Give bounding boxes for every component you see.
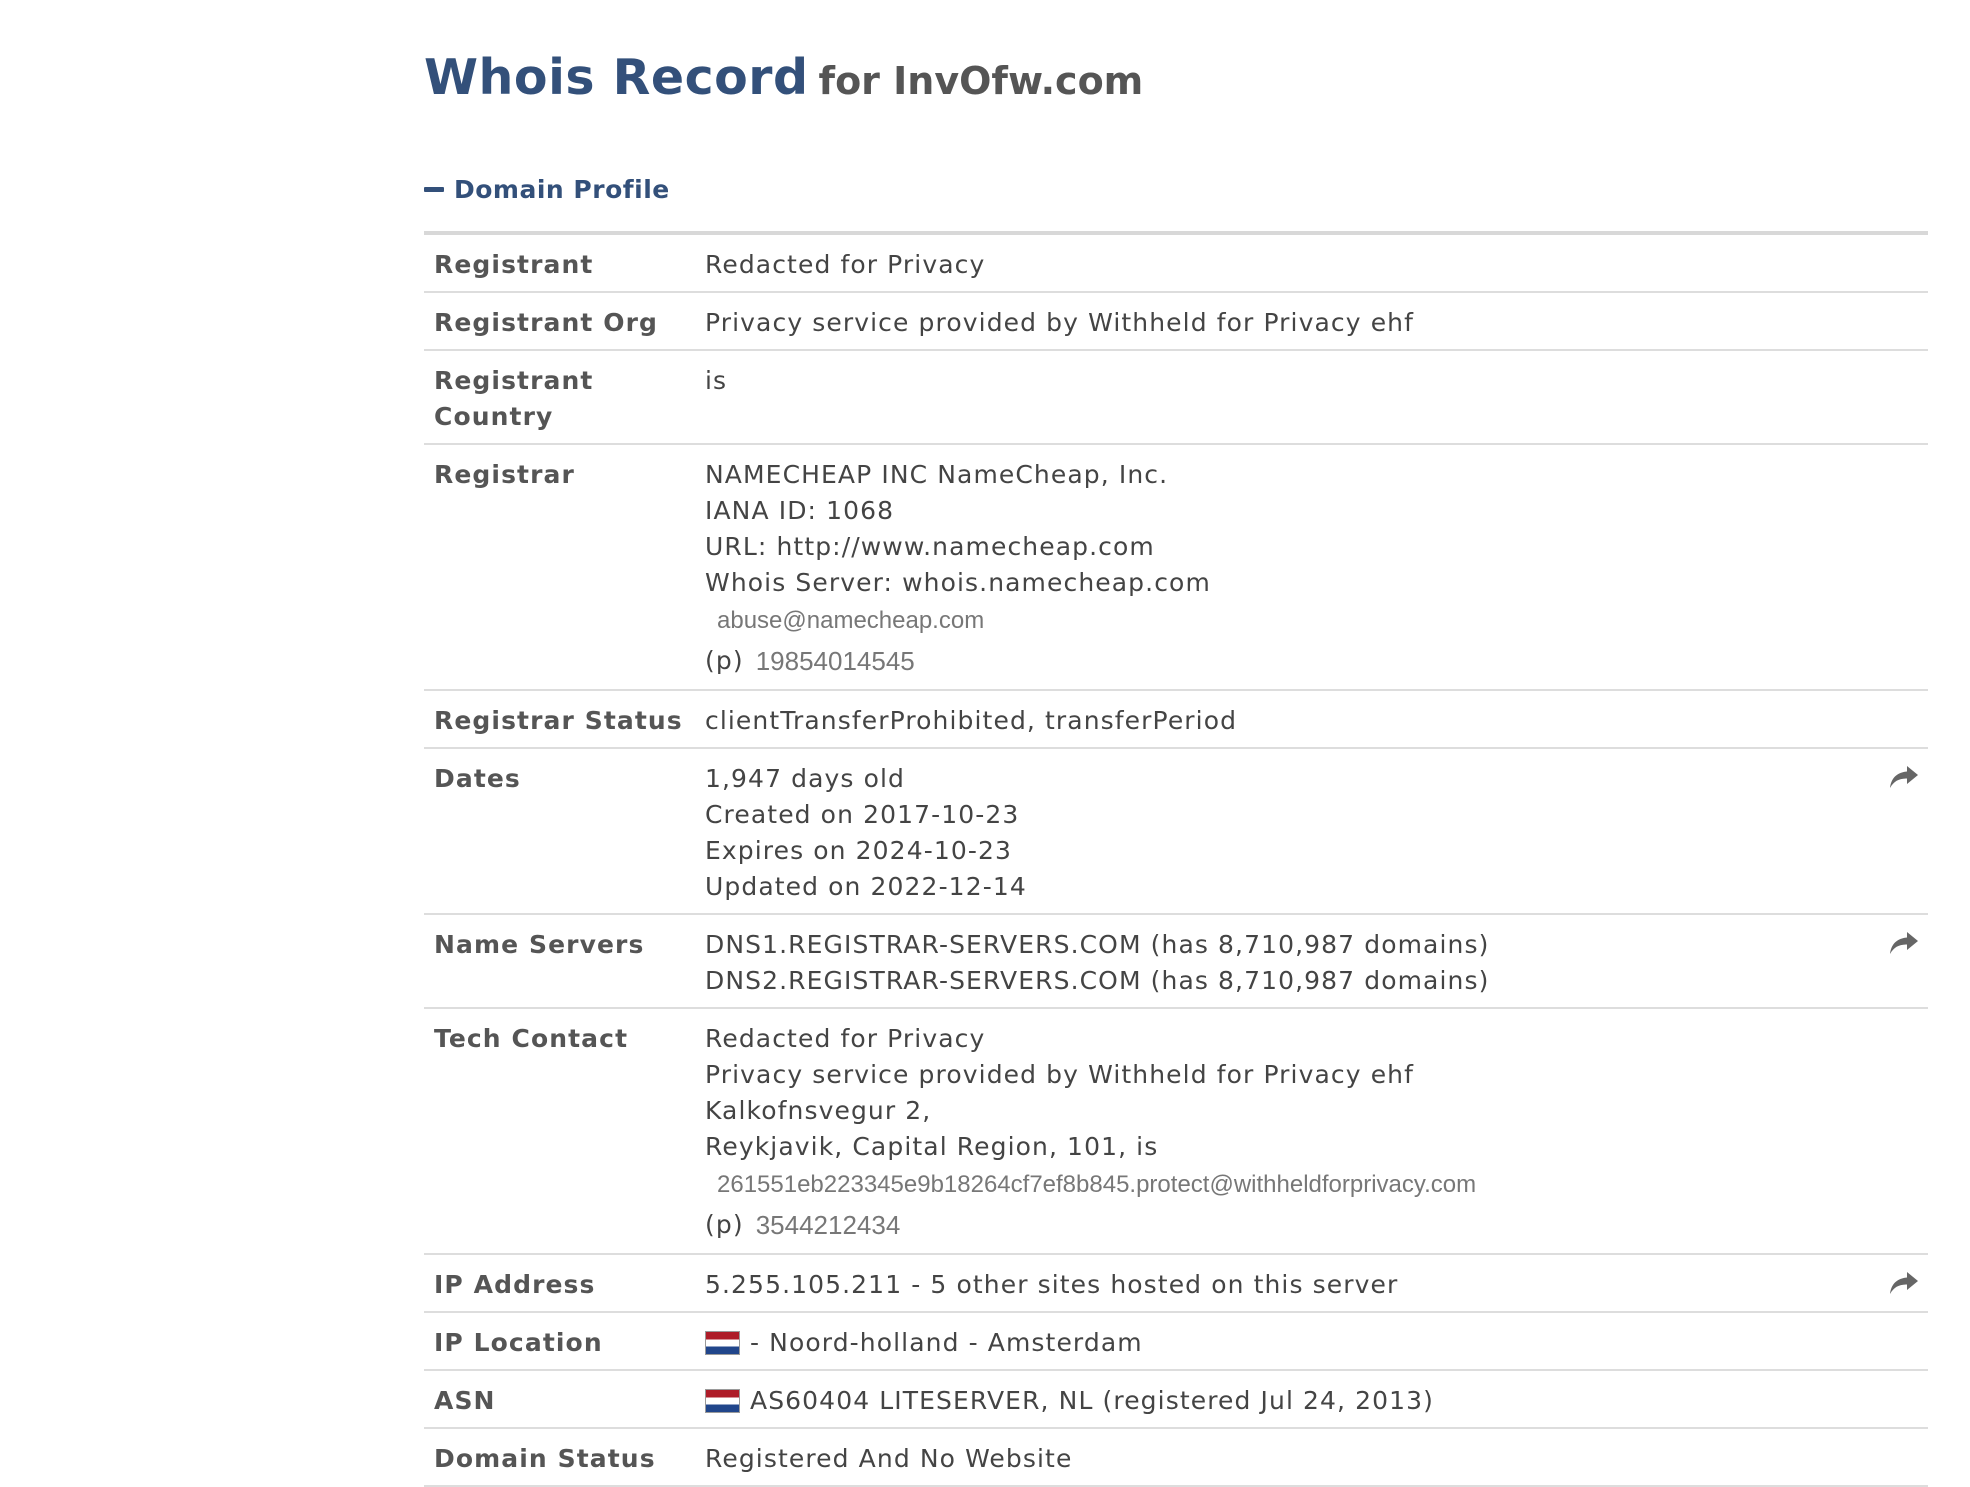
page-title-main: Whois Record [424,49,809,106]
whois-container [424,42,1928,1487]
tech-contact-name: Redacted for Privacy [705,1024,986,1053]
share-arrow-icon[interactable] [1888,1269,1920,1297]
row-name-servers [424,915,1928,1009]
registrar-whois-server: Whois Server: whois.namecheap.com [705,568,1211,597]
updated-date: Updated on 2022-12-14 [705,872,1027,901]
ip-location-value: - Noord-holland - Amsterdam [750,1328,1143,1357]
row-value [705,457,1928,681]
row-registrant-org [424,293,1928,351]
row-registrar [424,445,1928,691]
row-registrar-status [424,691,1928,749]
tech-contact-street: Kalkofnsvegur 2, [705,1096,932,1125]
domain-age: 1,947 days old [705,764,905,793]
row-value [705,703,1928,739]
page-title [424,42,1928,114]
row-dates [424,749,1928,915]
domain-status-value: Registered And No Website [705,1444,1073,1473]
row-value [705,305,1928,341]
domain-profile-table [424,235,1928,1487]
row-registrant [424,235,1928,293]
tech-contact-org: Privacy service provided by Withheld for Privacy ehf [705,1060,1415,1089]
registrar-email-image: abuse@namecheap.com [717,607,985,634]
tech-contact-phone-image: 3544212434 [755,1210,901,1240]
asn-value: AS60404 LITESERVER, NL (registered Jul 24, 2013) [750,1386,1435,1415]
registrar-phone-image: 19854014545 [755,646,915,676]
row-label: Tech Contact [434,1024,629,1053]
row-label: Registrar Status [434,706,683,735]
registrar-status-value: clientTransferProhibited, transferPeriod [705,706,1238,735]
asn-line [705,1383,1928,1419]
row-domain-status [424,1429,1928,1487]
name-server-2: DNS2.REGISTRAR-SERVERS.COM (has 8,710,987 domains) [705,966,1490,995]
minus-icon [424,187,444,192]
share-arrow-icon[interactable] [1888,763,1920,791]
registrar-name: NAMECHEAP INC NameCheap, Inc. [705,460,1169,489]
row-label: IP Address [434,1270,596,1299]
row-value [705,1267,1928,1303]
tech-contact-email-image: 261551eb223345e9b18264cf7ef8b845.protect@withheldforprivacy.com [717,1171,1477,1198]
name-server-1: DNS1.REGISTRAR-SERVERS.COM (has 8,710,987 domains) [705,930,1490,959]
row-value [705,1021,1928,1245]
row-value [705,761,1928,905]
row-ip-location [424,1313,1928,1371]
row-label: Domain Status [434,1444,656,1473]
row-tech-contact [424,1009,1928,1255]
row-value [705,1383,1928,1419]
registrant-value: Redacted for Privacy [705,250,986,279]
phone-prefix: (p) [705,646,744,675]
row-label: ASN [434,1386,496,1415]
row-value [705,1441,1928,1477]
tech-contact-phone [705,1205,1928,1245]
row-label: Dates [434,764,521,793]
phone-prefix: (p) [705,1210,744,1239]
page-title-domain: for InvOfw.com [818,59,1144,103]
row-value [705,1325,1928,1361]
expires-date: Expires on 2024-10-23 [705,836,1012,865]
row-value [705,927,1928,999]
registrar-iana-id: IANA ID: 1068 [705,496,895,525]
row-asn [424,1371,1928,1429]
section-title: Domain Profile [454,174,670,204]
row-label: Registrant [434,250,594,279]
share-arrow-icon[interactable] [1888,929,1920,957]
ip-address-value: 5.255.105.211 - 5 other sites hosted on this server [705,1270,1399,1299]
netherlands-flag-icon [705,1389,740,1413]
registrant-org-value: Privacy service provided by Withheld for Privacy ehf [705,308,1415,337]
registrar-url: URL: http://www.namecheap.com [705,532,1155,561]
netherlands-flag-icon [705,1331,740,1355]
ip-location-line [705,1325,1928,1361]
row-label: Registrar [434,460,575,489]
registrant-country-value: is [705,366,728,395]
row-label: IP Location [434,1328,603,1357]
row-label: Registrant Org [434,308,659,337]
registrar-phone [705,641,1928,681]
row-label: Registrant Country [434,366,594,431]
created-date: Created on 2017-10-23 [705,800,1020,829]
row-registrant-country [424,351,1928,445]
domain-profile-toggle[interactable] [424,169,1928,209]
row-value [705,247,1928,283]
row-label: Name Servers [434,930,645,959]
row-value [705,363,1928,435]
tech-contact-city: Reykjavik, Capital Region, 101, is [705,1132,1159,1161]
row-ip-address [424,1255,1928,1313]
